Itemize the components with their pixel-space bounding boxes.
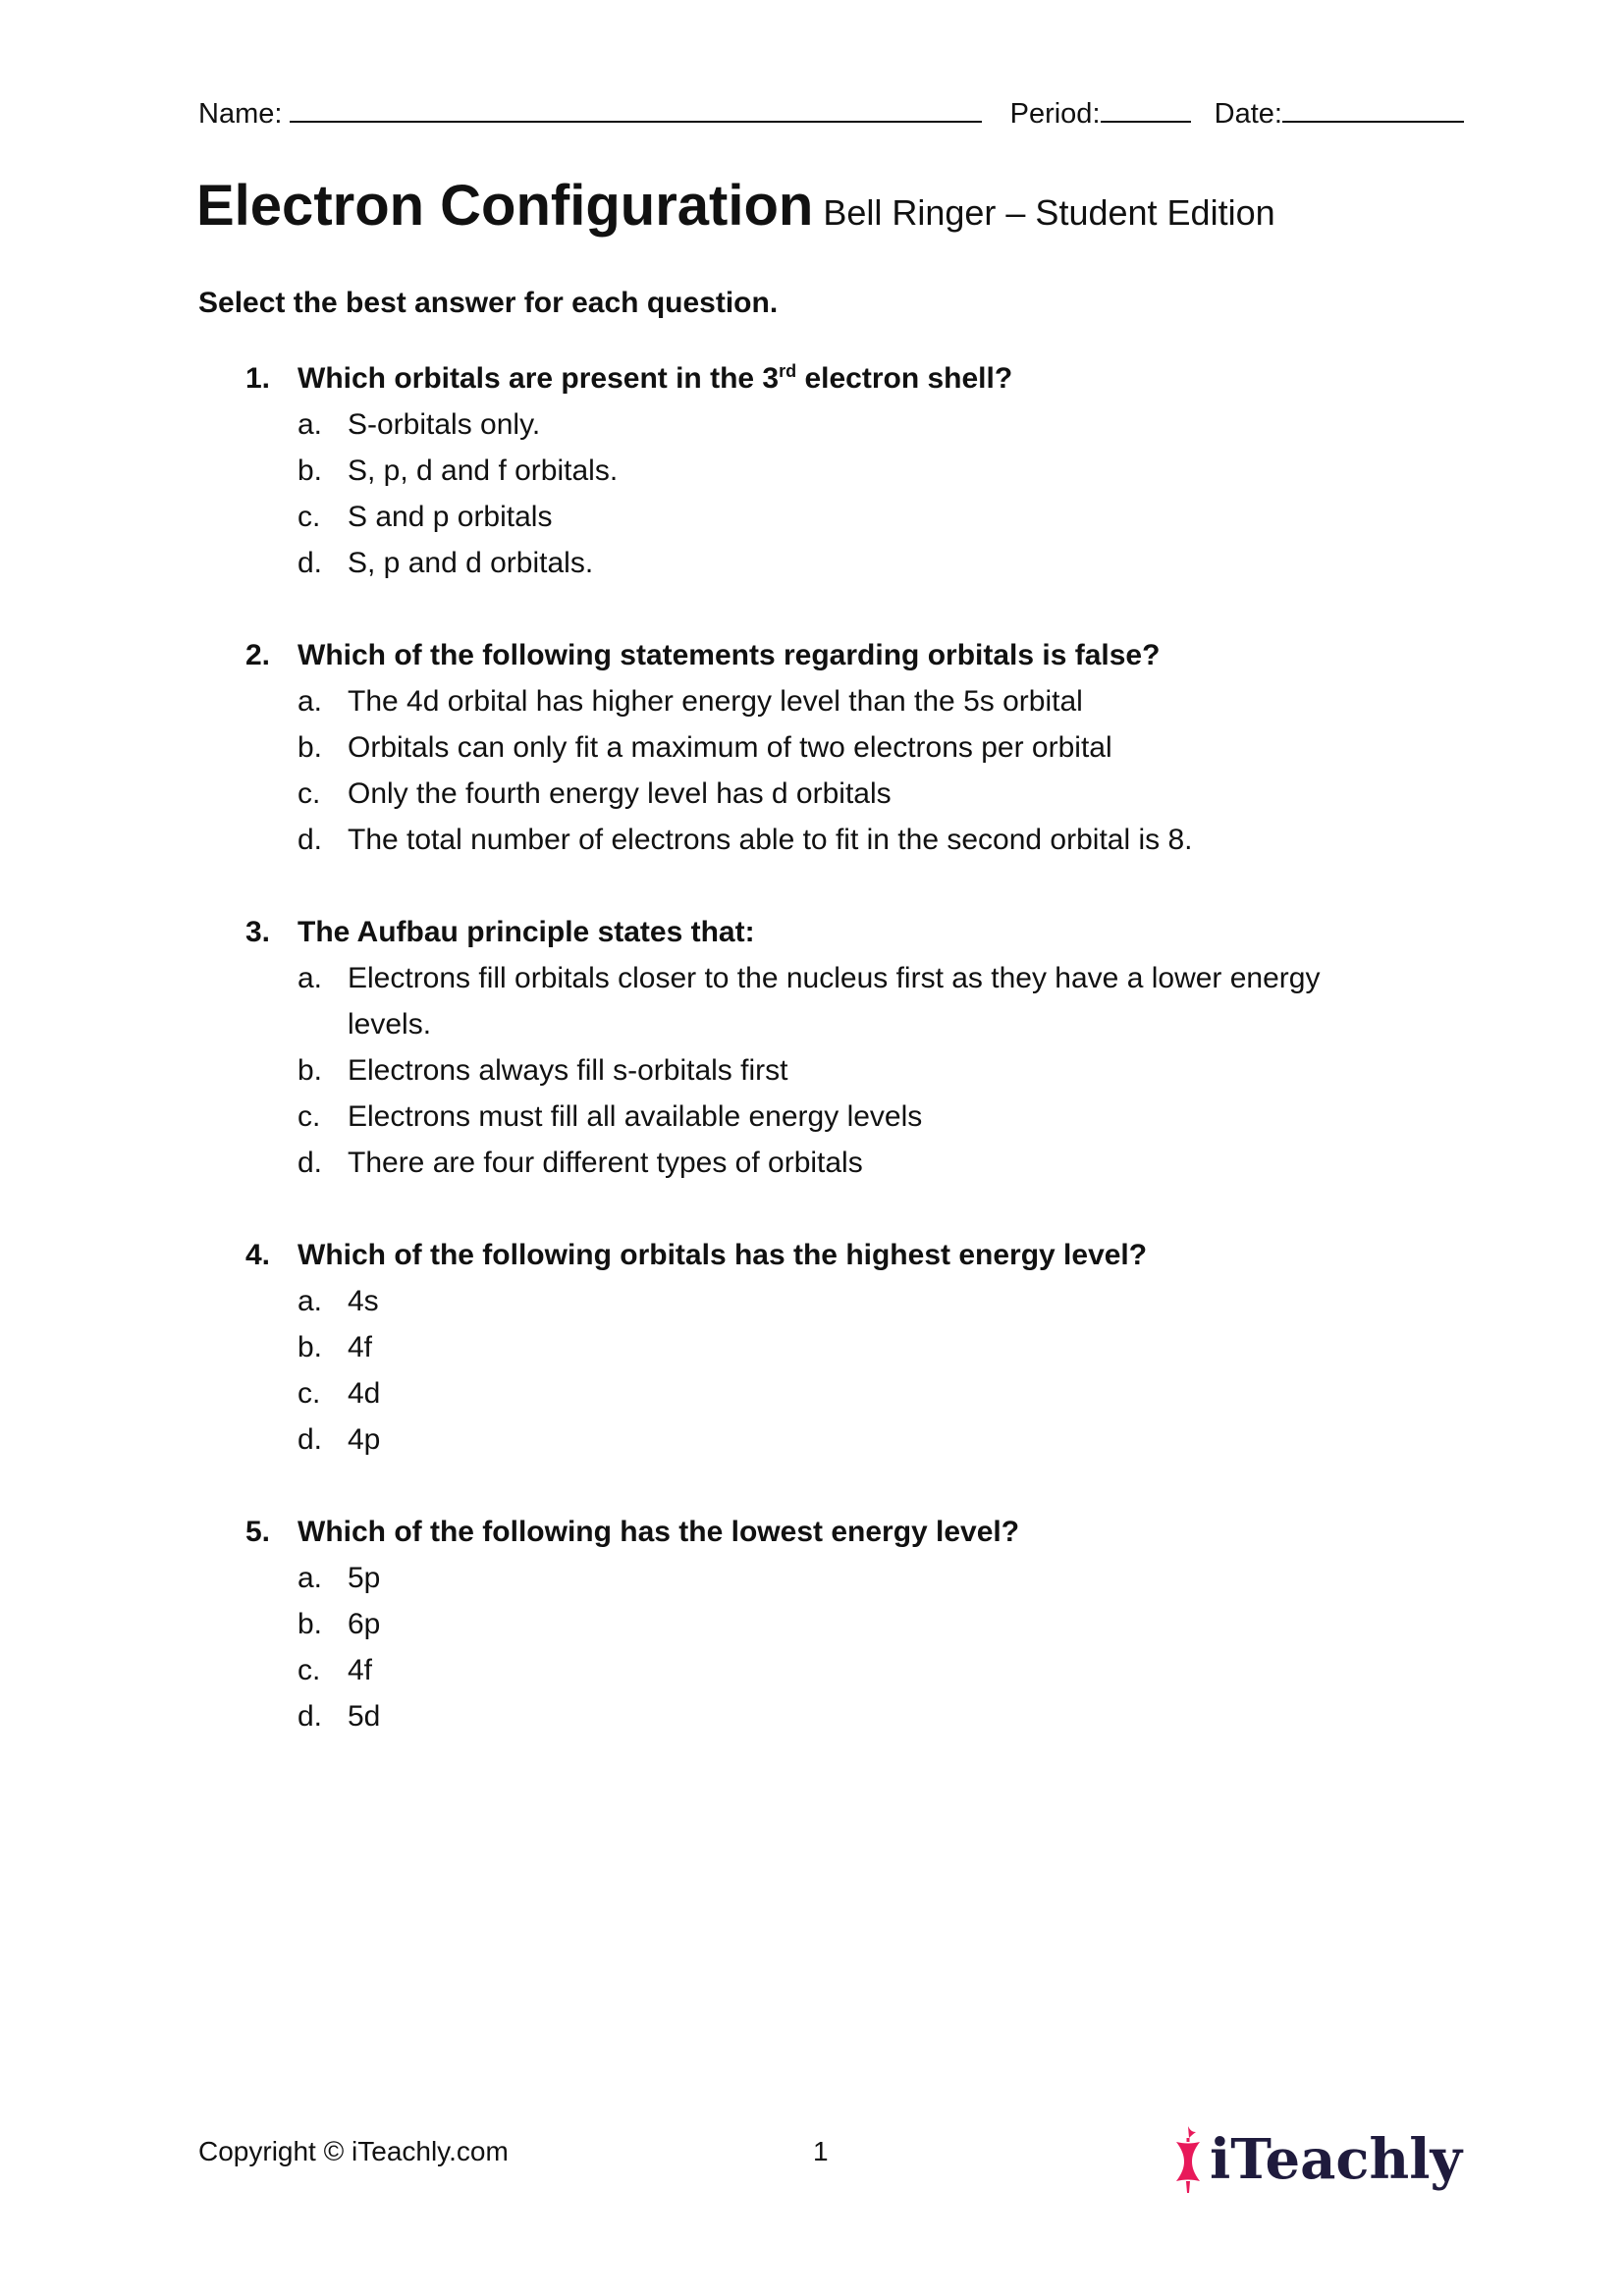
answer-option[interactable] <box>298 1647 1375 1693</box>
date-blank[interactable] <box>1282 95 1464 123</box>
page-title <box>196 173 1275 239</box>
option-text: 5d <box>348 1700 381 1733</box>
question-text: Which of the following orbitals has the highest energy level? <box>298 1239 1148 1271</box>
option-letter: d. <box>298 1147 323 1179</box>
answer-option[interactable] <box>298 494 1375 540</box>
option-letter: b. <box>298 1331 323 1363</box>
option-text: 4f <box>348 1654 373 1686</box>
option-text: 5p <box>348 1562 381 1594</box>
option-text: Orbitals can only fit a maximum of two electrons per orbital <box>348 731 1112 764</box>
page-number: 1 <box>813 2136 829 2166</box>
title-subtitle: Bell Ringer – Student Edition <box>823 192 1275 233</box>
option-text: 4p <box>348 1423 381 1456</box>
option-letter: c. <box>298 1100 321 1133</box>
answer-option[interactable] <box>298 1324 1375 1370</box>
option-letter: a. <box>298 685 323 718</box>
option-letter: d. <box>298 547 323 579</box>
question-2 <box>245 632 1375 863</box>
answer-option[interactable] <box>298 817 1375 863</box>
question-text: The Aufbau principle states that: <box>298 916 755 948</box>
answer-option[interactable] <box>298 1370 1375 1416</box>
answer-option[interactable] <box>298 1140 1375 1186</box>
option-text: The total number of electrons able to fit in the second orbital is 8. <box>348 824 1193 856</box>
date-label: Date: <box>1214 98 1282 130</box>
option-letter: c. <box>298 1377 321 1410</box>
question-text: Which orbitals are present in the 3rd electron shell? <box>298 361 1013 395</box>
iteachly-logo <box>1170 2120 1462 2199</box>
option-letter: c. <box>298 501 321 533</box>
option-letter: b. <box>298 454 323 487</box>
option-text: Only the fourth energy level has d orbitals <box>348 777 892 810</box>
student-info-line <box>198 94 1426 133</box>
answer-option[interactable] <box>298 1416 1375 1463</box>
answer-option[interactable] <box>298 401 1375 448</box>
option-letter: a. <box>298 408 323 441</box>
answer-option[interactable] <box>298 678 1375 724</box>
option-letter: d. <box>298 824 323 856</box>
option-letter: a. <box>298 1285 323 1317</box>
logo-wordmark: iTeachly <box>1210 2127 1463 2192</box>
option-letter: d. <box>298 1423 323 1456</box>
option-text: 4d <box>348 1377 381 1410</box>
answer-option[interactable] <box>298 1094 1375 1140</box>
option-letter: b. <box>298 1054 323 1087</box>
option-text: S, p, d and f orbitals. <box>348 454 619 487</box>
apple-core-icon <box>1170 2124 1206 2195</box>
option-letter: a. <box>298 962 323 994</box>
option-text: Electrons fill orbitals closer to the nucleus first as they have a lower energy levels. <box>348 962 1321 1041</box>
answer-option[interactable] <box>298 540 1375 586</box>
option-text: Electrons always fill s-orbitals first <box>348 1054 788 1087</box>
option-letter: a. <box>298 1562 323 1594</box>
answer-option[interactable] <box>298 1601 1375 1647</box>
question-list <box>245 355 1375 1786</box>
answer-option[interactable] <box>298 955 1375 1047</box>
period-label: Period: <box>1009 98 1101 130</box>
question-1 <box>245 355 1375 586</box>
question-text: Which of the following has the lowest energy level? <box>298 1516 1020 1548</box>
answer-option[interactable] <box>298 448 1375 494</box>
question-4 <box>245 1232 1375 1463</box>
option-letter: c. <box>298 1654 321 1686</box>
title-main: Electron Configuration <box>196 174 814 238</box>
option-letter: c. <box>298 777 321 810</box>
question-text: Which of the following statements regarding orbitals is false? <box>298 639 1161 671</box>
option-text: There are four different types of orbitals <box>348 1147 863 1179</box>
option-letter: b. <box>298 731 323 764</box>
answer-option[interactable] <box>298 724 1375 771</box>
question-5 <box>245 1509 1375 1739</box>
option-text: S, p and d orbitals. <box>348 547 594 579</box>
option-text: 4f <box>348 1331 373 1363</box>
answer-option[interactable] <box>298 1278 1375 1324</box>
name-blank[interactable] <box>290 95 982 123</box>
answer-option[interactable] <box>298 771 1375 817</box>
option-text: The 4d orbital has higher energy level than the 5s orbital <box>348 685 1083 718</box>
option-letter: b. <box>298 1608 323 1640</box>
period-blank[interactable] <box>1101 95 1191 123</box>
answer-option[interactable] <box>298 1693 1375 1739</box>
question-number: 3. <box>245 916 271 948</box>
name-label: Name: <box>198 98 283 130</box>
question-number: 1. <box>245 362 271 395</box>
superscript: rd <box>779 361 797 381</box>
question-number: 2. <box>245 639 271 671</box>
answer-option[interactable] <box>298 1047 1375 1094</box>
question-3 <box>245 909 1375 1186</box>
option-text: Electrons must fill all available energy levels <box>348 1100 923 1133</box>
option-text: S-orbitals only. <box>348 408 541 441</box>
instructions: Select the best answer for each question. <box>198 287 779 319</box>
option-text: 4s <box>348 1285 379 1317</box>
answer-option[interactable] <box>298 1555 1375 1601</box>
option-text: 6p <box>348 1608 381 1640</box>
copyright-text: Copyright © iTeachly.com <box>198 2136 509 2166</box>
option-letter: d. <box>298 1700 323 1733</box>
question-number: 4. <box>245 1239 271 1271</box>
option-text: S and p orbitals <box>348 501 553 533</box>
question-number: 5. <box>245 1516 271 1548</box>
